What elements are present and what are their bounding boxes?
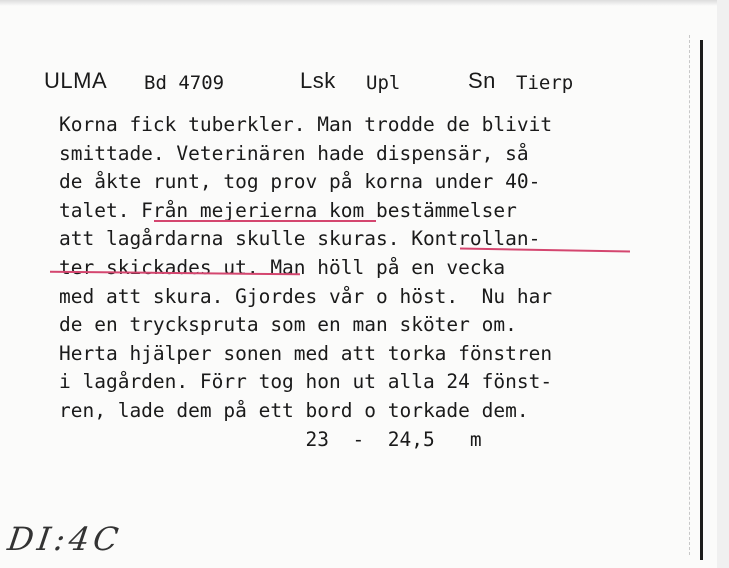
underline-mark bbox=[154, 220, 376, 222]
volume-number: Bd 4709 bbox=[144, 72, 225, 94]
text-line: Korna fick tuberkler. Man trodde de blivit bbox=[59, 113, 553, 136]
handwritten-signature: DI:4C bbox=[5, 520, 125, 558]
province-value: Upl bbox=[366, 72, 401, 94]
card-body-text bbox=[59, 111, 552, 454]
text-line: Herta hjälper sonen med att torka fönstren bbox=[59, 341, 553, 365]
parish-label: Sn bbox=[468, 68, 496, 93]
text-line: med att skura. Gjordes vår o höst. Nu har bbox=[59, 284, 553, 308]
text-line: att lagårdarna skulle skuras. Kontrollan- bbox=[59, 227, 541, 251]
card-right-edge bbox=[717, 0, 729, 568]
text-line: ren, lade dem på ett bord o torkade dem. bbox=[59, 398, 529, 422]
text-line: ter skickades ut. Man höll på en vecka bbox=[59, 255, 506, 279]
card-top-edge bbox=[0, 0, 729, 6]
text-line: de åkte runt, tog prov på korna under 40- bbox=[59, 170, 541, 194]
text-line: i lagården. Förr tog hon ut alla 24 fönst- bbox=[59, 370, 553, 394]
province-label: Lsk bbox=[300, 68, 336, 93]
text-line: talet. Från mejerierna kom bestämmelser bbox=[59, 198, 517, 222]
page-reference: 23 - 24,5 m bbox=[59, 427, 482, 451]
archive-code: ULMA bbox=[44, 68, 108, 93]
card-border-line bbox=[700, 40, 703, 560]
text-line: smittade. Veterinären hade dispensär, så bbox=[59, 141, 529, 165]
text-line: de en tryckspruta som en man sköter om. bbox=[59, 313, 517, 337]
parish-value: Tierp bbox=[516, 72, 574, 94]
card-fold-mark bbox=[689, 35, 691, 555]
